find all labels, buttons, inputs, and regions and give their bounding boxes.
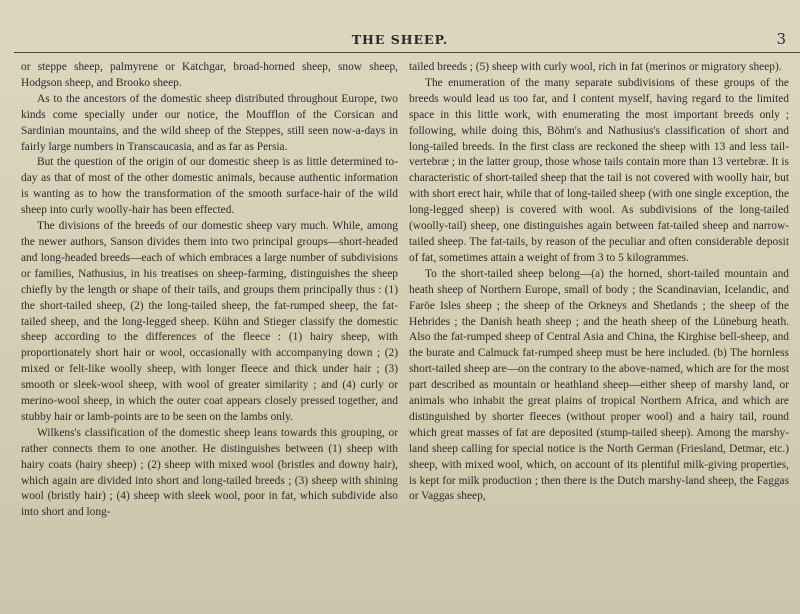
paragraph: or steppe sheep, palmyrene or Katchgar, broad-horned sheep, snow sheep, Hodgson sheep, and Brooko sheep.	[21, 61, 398, 89]
paragraph: As to the ancestors of the domestic sheep distributed throughout Europe, two kinds come specially under our notice, the Moufflon of the Corsican and Sardinian mountains, and the wild sheep of the Steppes, still seen now-a-days in fairly large numbers in Transcaucasia, and as far as Persia.	[21, 92, 398, 153]
page-header	[0, 30, 800, 50]
page-number: 3	[776, 30, 786, 48]
paragraph: The enumeration of the many separate subdivisions of these groups of the breeds would lead us too far, and I content myself, having regard to the limited space in this little work, with enumerating the most important breeds only ; following, while doing this, Böhm's and Nathusius's classification of short and long-tailed breeds. In the first class are reckoned the sheep with 13 and less tail-vertebræ ; in the latter group, those whose tails contain more than 13 vertebræ. It is characteristic of short-tailed sheep that the tail is not covered with woolly hair, but with short erect hair, while that of long-tailed sheep (with one single exception, the long-legged sheep) is covered with wool. As subdivisions of the long-tailed (woolly-tail) sheep, one distinguishes again between fat-tailed sheep and narrow-tailed sheep. The fat-tails, by reason of the peculiar and often considerable deposit of fat, sometimes attain a weight of from 3 to 5 kilogrammes.	[409, 76, 789, 264]
right-column	[409, 60, 789, 505]
paragraph: But the question of the origin of our domestic sheep is as little determined to-day as that of most of the other domestic animals, because authentic information is wanting as to how the transformation of the smooth surface-hair of the wild sheep into curly woolly-hair has been effected.	[21, 156, 398, 217]
paragraph: To the short-tailed sheep belong—(a) the horned, short-tailed mountain and heath sheep of Northern Europe, small of body ; the Scandinavian, Icelandic, and Faröe Isles sheep ; the sheep of the Orkneys and Shetlands ; the sheep of the Hebrides ; the Danish heath sheep ; and the heath sheep of the Lüneburg heath. Also the fat-rumped sheep of Central Asia and China, the Kirghise bell-sheep, and the burate and Calmuck fat-rumped sheep must be here included. (b) The hornless short-tailed sheep are—on the contrary to the above-named, which are for the most part described as mountain or heathland sheep—either sheep of marshy land, or animals who inhabit the great plains of tropical Northern Africa, and which are distinguished by shorter fleeces (without proper wool) and a hairy tail, round which great masses of fat are deposited (stump-tailed sheep). Among the marshy-land sheep calling for special notice is the North German (Friesland, Detmar, etc.) sheep, with mixed wool, which, on account of its plentiful milk-giving properties, is kept for milk production ; then there is the Dutch marshy-land sheep, the Faggas or Vaggas sheep,	[409, 267, 789, 503]
paragraph: The divisions of the breeds of our domestic sheep vary much. While, among the newer authors, Sanson divides them into two principal groups—short-headed and long-headed breeds—each of which embraces a large number of subdivisions or families, Nathusius, in his treatises on sheep-farming, distinguishes the sheep chiefly by the length or shape of their tails, and groups them principally thus : (1) the short-tailed sheep, (2) the long-tailed sheep, the fat-rumped sheep, the fat-tailed sheep, and the long-legged sheep. Kühn and Stieger classify the domestic sheep according to the differences of the fleece : (1) hairy sheep, with proportionately short hair or wool, occasionally with accompanying down ; (2) mixed or felt-like woolly sheep, with longer fleece and thick under hair ; (3) smooth or sleek-wool sheep, with wool of greater similarity ; and (4) curly or merino-wool sheep, in which the outer coat appears closely pressed together, and stubby hair or lamb-points are to be seen on the lambs only.	[21, 220, 398, 423]
paragraph: Wilkens's classification of the domestic sheep leans towards this grouping, or rather connects them to one another. He distinguishes between (1) sheep with hairy coats (hairy sheep) ; (2) sheep with mixed wool (bristles and downy hair), which again are divided into short and long-tailed breeds ; (3) sheep with shining wool (bristly hair) ; (4) sheep with sleek wool, poor in fat, which subdivide also into short and long-	[21, 426, 398, 519]
header-rule	[14, 52, 800, 53]
left-column	[21, 60, 398, 521]
running-title: THE SHEEP.	[351, 32, 449, 47]
paragraph: tailed breeds ; (5) sheep with curly wool, rich in fat (merinos or migratory sheep).	[409, 61, 782, 73]
